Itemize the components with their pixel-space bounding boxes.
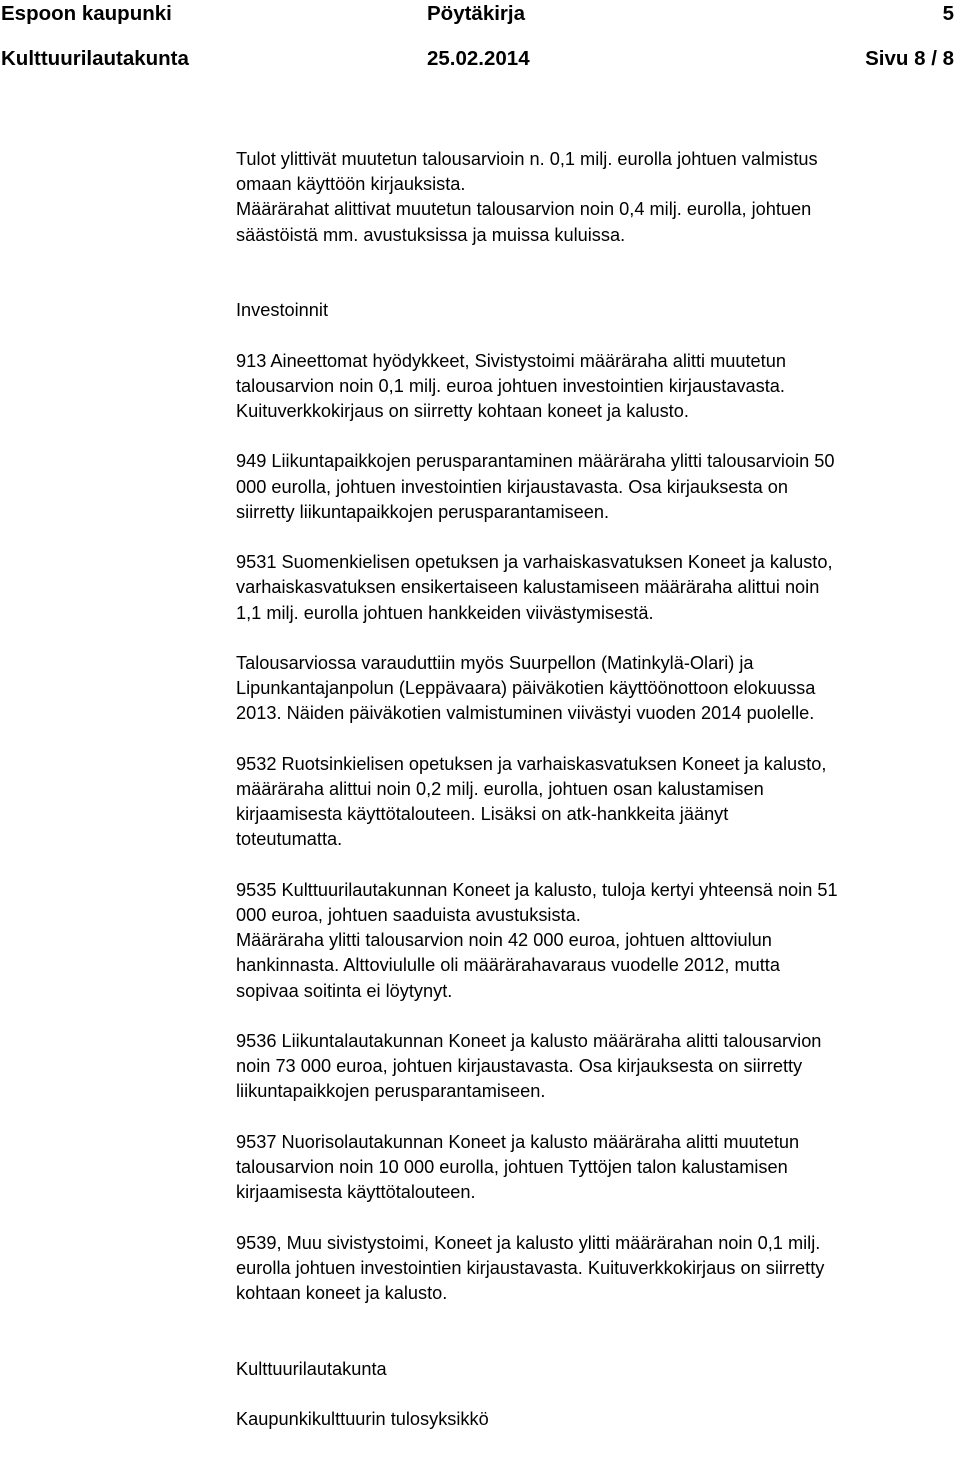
item-9536-paragraph: 9536 Liikuntalautakunnan Koneet ja kalusto määräraha alitti talousarvion noin 73 000 euroa, johtuen kirjaustavasta. Osa kirjauksesta on siirretty liikuntapaikkojen perusparantamiseen. — [236, 1030, 822, 1102]
item-9537-paragraph: 9537 Nuorisolautakunnan Koneet ja kalusto määräraha alitti muutetun talousarvion noin 10 000 eurolla, johtuen Tyttöjen talon kalustamisen kirjaamisesta käyttötalouteen. — [236, 1131, 800, 1203]
document-body — [236, 147, 960, 1457]
item-9535-paragraph: 9535 Kulttuurilautakunnan Koneet ja kalusto, tuloja kertyi yhteensä noin 51 000 euroa, johtuen saaduista avustuksista. — [236, 879, 838, 925]
meeting-date: 25.02.2014 — [427, 47, 530, 70]
item-949-paragraph: 949 Liikuntapaikkojen perusparantaminen määräraha ylitti talousarvioin 50 000 eurolla, johtuen investointien kirjaustavasta. Osa kirjauksesta on siirretty liikuntapaikkojen perusparantamiseen. — [236, 451, 835, 522]
footer-unit: Kaupunkikulttuurin tulosyksikkö — [236, 1408, 489, 1429]
header-row-2 — [0, 47, 960, 75]
city-name: Espoon kaupunki — [1, 2, 172, 25]
section-number: 5 — [942, 2, 954, 25]
page-indicator: Sivu 8 / 8 — [865, 47, 954, 70]
investments-heading: Investoinnit — [236, 300, 329, 321]
item-9531-paragraph: 9531 Suomenkielisen opetuksen ja varhaiskasvatuksen Koneet ja kalusto, varhaiskasvatuksen ensikertaiseen kalustamiseen määräraha alittui noin 1,1 milj. eurolla johtuen hankkeiden viivästymisestä. — [236, 552, 833, 623]
item-913-paragraph: 913 Aineettomat hyödykkeet, Sivistystoimi määräraha alitti muutetun talousarvion noin 0,1 milj. euroa johtuen investointien kirjaustavasta. Kuituverkkokirjaus on siirretty kohtaan koneet ja kalusto. — [236, 350, 786, 421]
item-9539-paragraph: 9539, Muu sivistystoimi, Koneet ja kalusto ylitti määrärahan noin 0,1 milj. eurolla johtuen investointien kirjaustavasta. Kuituverkkokirjaus on siirretty kohtaan koneet ja kalusto. — [236, 1232, 825, 1303]
item-9532-paragraph: 9532 Ruotsinkielisen opetuksen ja varhaiskasvatuksen Koneet ja kalusto, määräraha alittui noin 0,2 milj. eurolla, johtuen osan kalustamisen kirjaamisesta käyttötalouteen. Lisäksi on atk-hankkeita jäänyt toteutumatta. — [236, 753, 827, 850]
footer-committee: Kulttuurilautakunta — [236, 1358, 387, 1379]
budget-note-paragraph: Talousarviossa varauduttiin myös Suurpellon (Matinkylä-Olari) ja Lipunkantajanpolun (Leppävaara) päiväkotien käyttöönottoon elokuussa 2013. Näiden päiväkotien valmistuminen viivästyi vuoden 2014 puolelle. — [236, 652, 816, 724]
item-9535-continuation: Määräraha ylitti talousarvion noin 42 000 euroa, johtuen alttoviulun hankinnasta. Alttoviululle oli määrärahavaraus vuodelle 2012, mutta sopivaa soitinta ei löytynyt. — [236, 930, 780, 1001]
header-row-1 — [0, 2, 960, 30]
income-paragraph: Tulot ylittivät muutetun talousarvioin n. 0,1 milj. eurolla johtuen valmistus omaan käyttöön kirjauksista. — [236, 149, 818, 195]
committee-name: Kulttuurilautakunta — [1, 47, 189, 70]
appropriations-paragraph: Määrärahat alittivat muutetun talousarvion noin 0,4 milj. eurolla, johtuen säästöistä mm. avustuksissa ja muissa kuluissa. — [236, 199, 812, 245]
document-type: Pöytäkirja — [427, 2, 525, 25]
